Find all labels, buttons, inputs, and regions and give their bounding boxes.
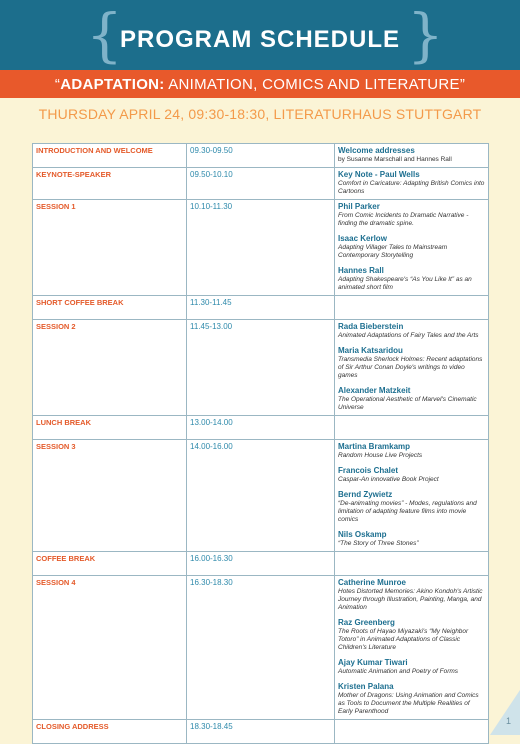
header-banner (0, 0, 520, 70)
schedule-row (33, 168, 489, 200)
time-slot: 11.30-11.45 (187, 296, 335, 320)
talks-cell (335, 552, 489, 576)
time-slot: 09.30-09.50 (187, 144, 335, 168)
talks-cell (335, 440, 489, 552)
session-label: KEYNOTE-SPEAKER (33, 168, 187, 200)
event-dateline: THURSDAY APRIL 24, 09:30-18:30, LITERATURHAUS STUTTGART (38, 106, 482, 122)
talk-title: “De-animating movies” - Modes, regulations and limitation of adapting feature films into movie comics (338, 500, 477, 523)
page-title: PROGRAM SCHEDULE (119, 26, 400, 53)
speaker-entry (338, 442, 485, 460)
talk-title: Caspar-An innovative Book Project (338, 476, 439, 483)
speaker-name: Bernd Zywietz (338, 490, 393, 499)
speaker-name: Alexander Matzkeit (338, 386, 411, 395)
schedule-row (33, 144, 489, 168)
speaker-name: Catherine Munroe (338, 578, 407, 587)
session-label: SESSION 3 (33, 440, 187, 552)
speaker-entry (338, 578, 485, 612)
speaker-name: Rada Bieberstein (338, 322, 404, 331)
schedule-row (33, 296, 489, 320)
right-brace-ornament: } (407, 1, 444, 69)
session-label: SESSION 1 (33, 200, 187, 296)
speaker-entry (338, 682, 485, 716)
talk-title: The Operational Aesthetic of Marvel's Cinematic Universe (338, 396, 477, 411)
speaker-entry (338, 146, 485, 164)
schedule-row (33, 576, 489, 720)
speaker-name: Isaac Kerlow (338, 234, 387, 243)
session-label: COFFEE BREAK (33, 552, 187, 576)
talks-cell (335, 320, 489, 416)
talk-title: Random House Live Projects (338, 452, 423, 459)
talk-title: by Susanne Marschall and Hannes Rall (338, 156, 452, 163)
speaker-name: Hannes Rall (338, 266, 384, 275)
speaker-name: Maria Katsaridou (338, 346, 403, 355)
talk-title: Adapting Shakespeare's “As You Like It” as an animated short film (338, 276, 472, 291)
talks-cell (335, 720, 489, 744)
session-label: CLOSING ADDRESS (33, 720, 187, 744)
speaker-entry (338, 466, 485, 484)
talks-cell (335, 416, 489, 440)
speaker-entry (338, 490, 485, 524)
schedule-row (33, 200, 489, 296)
speaker-name: Kristen Palana (338, 682, 394, 691)
talks-cell (335, 296, 489, 320)
talk-title: Adapting Villager Tales to Mainstream Contemporary Storytelling (338, 244, 448, 259)
speaker-entry (338, 170, 485, 196)
speaker-name: Key Note - Paul Wells (338, 170, 420, 179)
speaker-name: Welcome addresses (338, 146, 415, 155)
session-label: SESSION 2 (33, 320, 187, 416)
time-slot: 09.50-10.10 (187, 168, 335, 200)
left-brace-ornament: { (86, 1, 123, 69)
page-number: 1 (506, 716, 512, 726)
speaker-name: Ajay Kumar Tiwari (338, 658, 408, 667)
speaker-entry (338, 658, 485, 676)
speaker-entry (338, 618, 485, 652)
speaker-entry (338, 202, 485, 228)
speaker-name: Phil Parker (338, 202, 380, 211)
subtitle-band (0, 70, 520, 98)
talk-title: Animated Adaptations of Fairy Tales and the Arts (338, 332, 479, 339)
schedule-table (32, 143, 489, 744)
speaker-name: Raz Greenberg (338, 618, 395, 627)
speaker-name: Nils Oskamp (338, 530, 387, 539)
talk-title: Automatic Animation and Poetry of Forms (338, 668, 459, 675)
talks-cell (335, 168, 489, 200)
time-slot: 10.10-11.30 (187, 200, 335, 296)
time-slot: 14.00-16.00 (187, 440, 335, 552)
schedule-row (33, 320, 489, 416)
speaker-entry (338, 530, 485, 548)
page-corner-fold (490, 690, 520, 735)
speaker-entry (338, 346, 485, 380)
speaker-entry (338, 386, 485, 412)
speaker-name: Francois Chalet (338, 466, 399, 475)
time-slot: 18.30-18.45 (187, 720, 335, 744)
talks-cell (335, 200, 489, 296)
talk-title: Hotes Distorted Memories: Akino Kondoh's Artistic Journey through Illustration, Painting, Manga, and Animation (338, 588, 483, 611)
talk-title: Transmedia Sherlock Holmes: Recent adaptations of Sir Arthur Conan Doyle's writings to video games (338, 356, 483, 379)
schedule-row (33, 552, 489, 576)
speaker-entry (338, 266, 485, 292)
session-label: LUNCH BREAK (33, 416, 187, 440)
talk-title: “The Story of Three Stones” (338, 540, 419, 547)
schedule-row (33, 720, 489, 744)
speaker-entry (338, 322, 485, 340)
event-subtitle: “ADAPTATION: ANIMATION, COMICS AND LITERATURE” (54, 76, 466, 93)
schedule-row (33, 416, 489, 440)
speaker-entry (338, 234, 485, 260)
schedule-row (33, 440, 489, 552)
session-label: INTRODUCTION AND WELCOME (33, 144, 187, 168)
speaker-name: Martina Bramkamp (338, 442, 411, 451)
talk-title: Mother of Dragons: Using Animation and Comics as Tools to Document the Multiple Realities of Early Parenthood (338, 692, 479, 715)
talks-cell (335, 576, 489, 720)
time-slot: 13.00-14.00 (187, 416, 335, 440)
talks-cell (335, 144, 489, 168)
talk-title: The Roots of Hayao Miyazaki's “My Neighbor Totoro” in Animated Adaptations of Classic Children's Literature (338, 628, 469, 651)
time-slot: 11.45-13.00 (187, 320, 335, 416)
session-label: SESSION 4 (33, 576, 187, 720)
time-slot: 16.00-16.30 (187, 552, 335, 576)
time-slot: 16.30-18.30 (187, 576, 335, 720)
talk-title: From Comic Incidents to Dramatic Narrative - finding the dramatic spine. (338, 212, 469, 227)
session-label: SHORT COFFEE BREAK (33, 296, 187, 320)
talk-title: Comfort in Caricature: Adapting British Comics into Cartoons (338, 180, 485, 195)
